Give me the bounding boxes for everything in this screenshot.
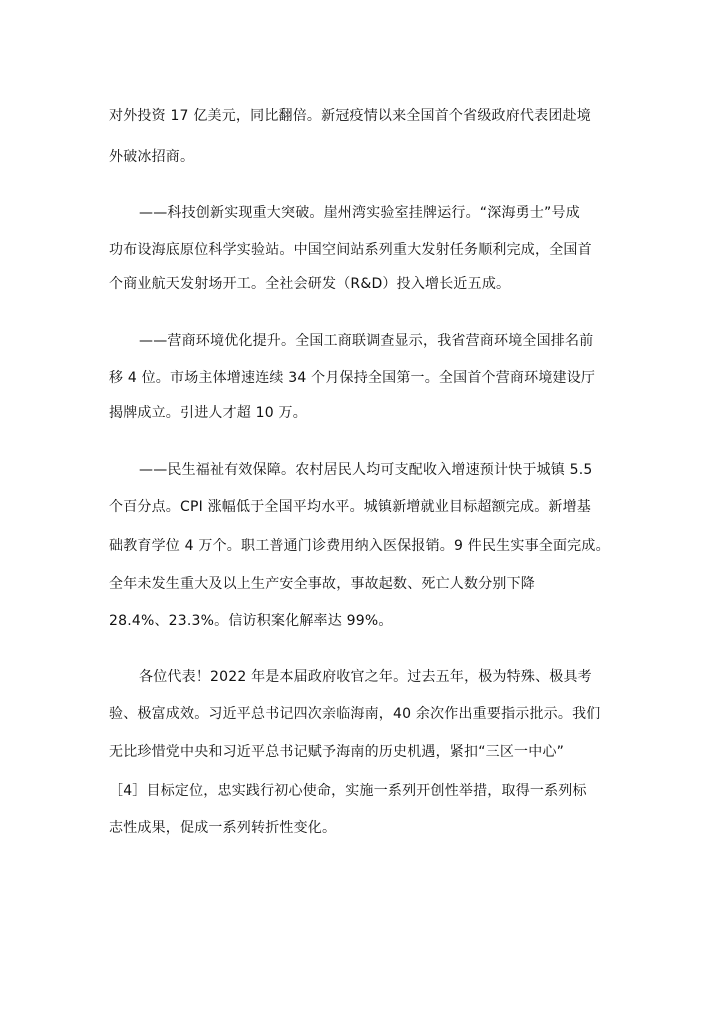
paragraph-4-line-2: 个百分点。CPI 涨幅低于全国平均水平。城镇新增就业目标超额完成。新增基 bbox=[109, 499, 591, 515]
paragraph-4-line-4: 全年未发生重大及以上生产安全事故，事故起数、死亡人数分别下降 bbox=[109, 576, 535, 592]
paragraph-4-line-5: 28.4%、23.3%。信访积案化解率达 99%。 bbox=[109, 613, 393, 629]
paragraph-3-line-3: 揭牌成立。引进人才超 10 万。 bbox=[109, 405, 307, 421]
paragraph-1-line-1: 对外投资 17 亿美元，同比翻倍。新冠疫情以来全国首个省级政府代表团赴境 bbox=[109, 108, 591, 124]
paragraph-3-line-2: 移 4 位。市场主体增速连续 34 个月保持全国第一。全国首个营商环境建设厅 bbox=[109, 370, 596, 386]
paragraph-2-line-1: ——科技创新实现重大突破。崖州湾实验室挂牌运行。“深海勇士”号成 bbox=[139, 205, 580, 221]
paragraph-4-line-3: 础教育学位 4 万个。职工普通门诊费用纳入医保报销。9 件民生实事全面完成。 bbox=[109, 538, 610, 554]
paragraph-3-line-1: ——营商环境优化提升。全国工商联调查显示，我省营商环境全国排名前 bbox=[139, 333, 594, 349]
paragraph-4-line-1: ——民生福祉有效保障。农村居民人均可支配收入增速预计快于城镇 5.5 bbox=[139, 462, 593, 478]
paragraph-5-line-4: ［4］目标定位，忠实践行初心使命，实施一系列开创性举措，取得一系列标 bbox=[109, 783, 587, 799]
paragraph-2-line-3: 个商业航天发射场开工。全社会研发（R&D）投入增长近五成。 bbox=[109, 276, 511, 292]
paragraph-5-line-5: 志性成果，促成一系列转折性变化。 bbox=[109, 820, 337, 836]
paragraph-5-line-3: 无比珍惜党中央和习近平总书记赋予海南的历史机遇，紧扣“三区一中心” bbox=[109, 744, 565, 760]
paragraph-2-line-2: 功布设海底原位科学实验站。中国空间站系列重大发射任务顺利完成，全国首 bbox=[109, 242, 592, 258]
paragraph-5-line-2: 验、极富成效。习近平总书记四次亲临海南，40 余次作出重要指示批示。我们 bbox=[109, 706, 601, 722]
paragraph-1-line-2: 外破冰招商。 bbox=[109, 149, 195, 165]
paragraph-5-line-1: 各位代表！2022 年是本届政府收官之年。过去五年，极为特殊、极具考 bbox=[139, 669, 592, 685]
